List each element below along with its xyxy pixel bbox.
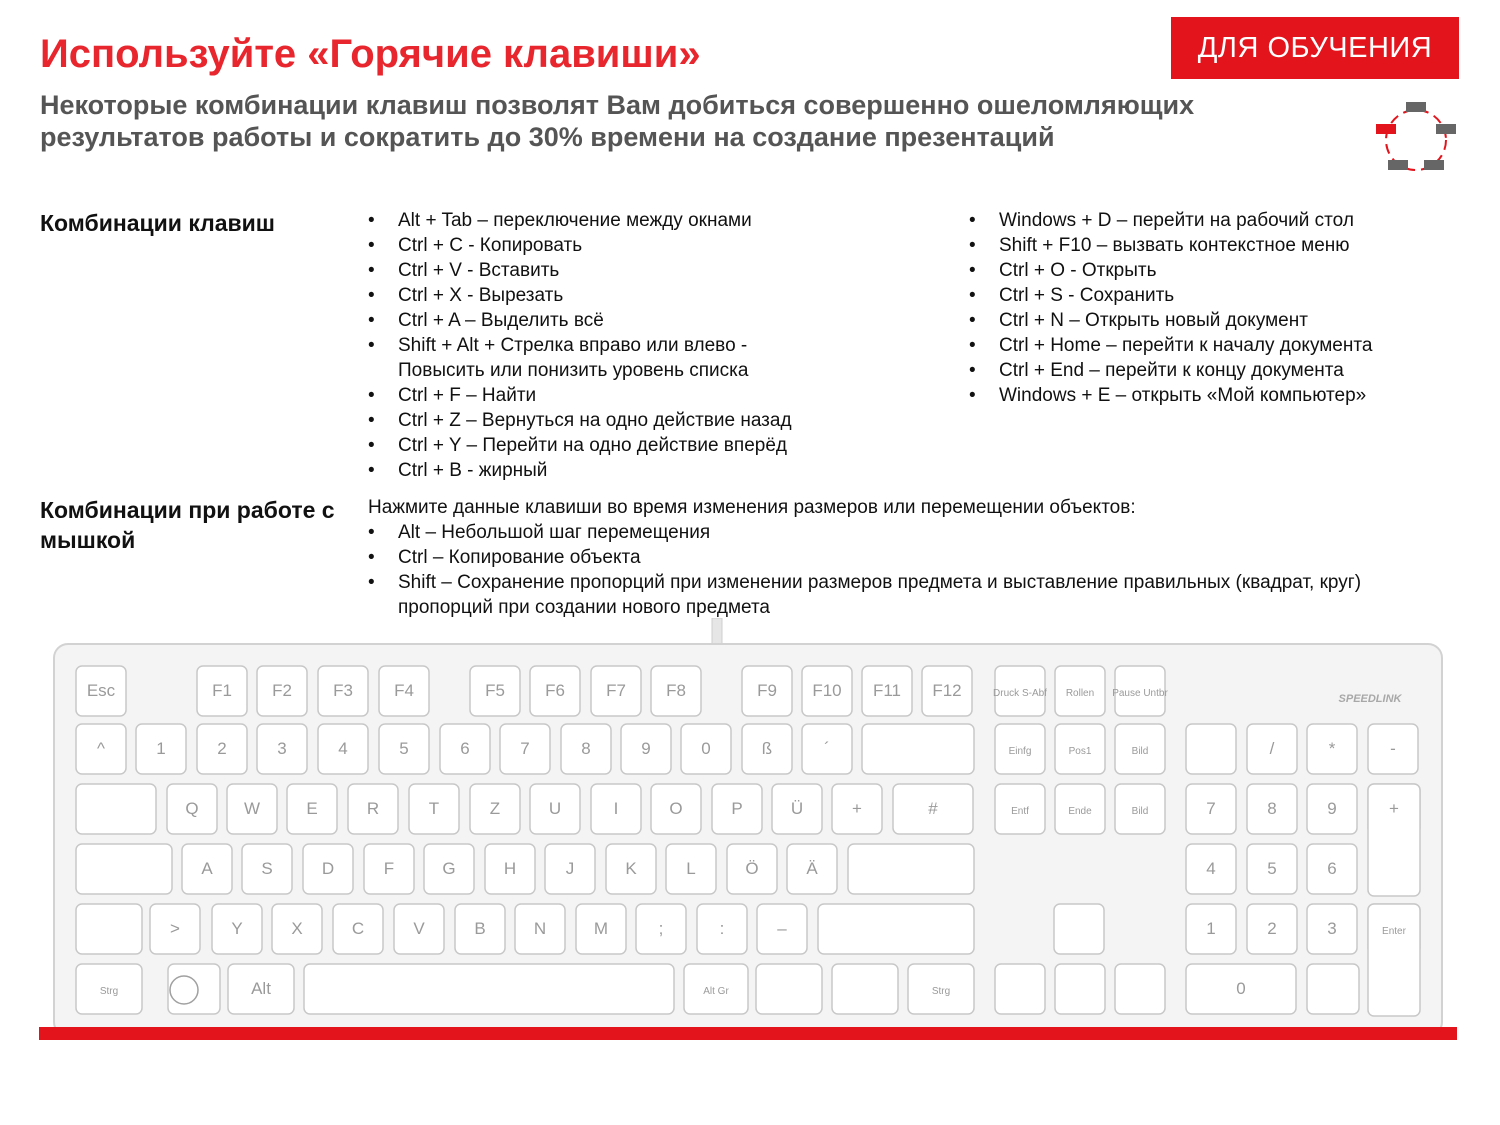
- keyboard-key-label: P: [731, 799, 743, 818]
- keyboard-key-label: 8: [581, 739, 591, 758]
- keyboard-key-label: C: [351, 919, 365, 938]
- shortcuts-list-right: [969, 208, 1449, 408]
- keyboard-key-label: >: [170, 919, 180, 938]
- keyboard-key-label: /: [1269, 739, 1275, 758]
- keyboard-key-label: J: [565, 859, 575, 878]
- keyboard-key-label: Entf: [1011, 806, 1029, 817]
- keyboard-key-label: A: [201, 859, 213, 878]
- keyboard-key-label: F12: [932, 681, 962, 700]
- keyboard-key: [304, 964, 674, 1014]
- keyboard-key-label: V: [413, 919, 425, 938]
- keyboard-key-label: Ö: [745, 859, 759, 878]
- keyboard-key-label: S: [261, 859, 273, 878]
- keyboard-key-label: 7: [1206, 799, 1216, 818]
- keyboard-key: [995, 964, 1045, 1014]
- keyboard-key-label: ;: [658, 919, 664, 938]
- keyboard-key-label: Rollen: [1065, 688, 1095, 699]
- keyboard-key: [1368, 904, 1420, 1016]
- keyboard-key-label: L: [686, 859, 696, 878]
- keyboard-key-label: M: [593, 919, 609, 938]
- keyboard-key-label: #: [928, 799, 938, 818]
- keyboard-key-label: F4: [394, 681, 414, 700]
- keyboard-key-label: 4: [1206, 859, 1216, 878]
- keyboard-key: [818, 904, 974, 954]
- keyboard-key-label: 7: [520, 739, 530, 758]
- shortcut-item: • Ctrl + N – Открыть новый документ: [969, 308, 1449, 333]
- keyboard-key-label: Pos1: [1068, 746, 1092, 757]
- keyboard-key-label: Ende: [1068, 806, 1092, 817]
- keyboard-key-label: E: [306, 799, 318, 818]
- keyboard-key-label: X: [291, 919, 303, 938]
- page-title: Используйте «Горячие клавиши»: [40, 32, 701, 76]
- shortcut-item: • Alt + Tab – переключение между окнами: [368, 208, 838, 233]
- shortcuts-list-left: [368, 208, 838, 483]
- keyboard-key: [1054, 904, 1104, 954]
- keyboard-key-label: 6: [460, 739, 470, 758]
- keyboard-key-label: G: [442, 859, 456, 878]
- shortcut-item: • Ctrl + O - Открыть: [969, 258, 1449, 283]
- keyboard-key-label: Alt: [251, 979, 271, 998]
- shortcut-item: • Ctrl + Home – перейти к началу документа: [969, 333, 1449, 358]
- bottom-accent-bar: [39, 1027, 1457, 1040]
- keyboard-key-label: 1: [156, 739, 166, 758]
- keyboard-key-label: F1: [212, 681, 232, 700]
- keyboard-key-label: :: [719, 919, 725, 938]
- keyboard-key-label: Bild: [1131, 746, 1149, 757]
- keyboard-key-label: 3: [277, 739, 287, 758]
- keyboard-key-label: 3: [1327, 919, 1337, 938]
- keyboard-key-label: T: [428, 799, 440, 818]
- keyboard-key-label: ß: [761, 739, 773, 758]
- keyboard-key-label: *: [1328, 739, 1336, 758]
- keyboard-key-label: D: [321, 859, 335, 878]
- page-subtitle: Некоторые комбинации клавиш позволят Вам добиться совершенно ошеломляющих результатов работы и сократить до 30% времени на создание презентаций: [40, 90, 1195, 152]
- shortcut-item: • Windows + D – перейти на рабочий стол: [969, 208, 1449, 233]
- shortcut-item: • Ctrl + Z – Вернуться на одно действие назад: [368, 408, 838, 433]
- shortcut-item: • Ctrl + X - Вырезать: [368, 283, 838, 308]
- keyboard-key-label: Druck S-Abf: [993, 688, 1047, 699]
- mouse-intro: Нажмите данные клавиши во время изменения размеров или перемещении объектов:: [368, 497, 1136, 518]
- keyboard-key-label: Y: [231, 919, 243, 938]
- keyboard-key: [76, 904, 142, 954]
- keyboard-key-label: Strg: [99, 986, 119, 997]
- keyboard-key: [76, 784, 156, 834]
- shortcut-item: • Windows + E – открыть «Мой компьютер»: [969, 383, 1449, 408]
- keyboard-key-label: Bild: [1131, 806, 1149, 817]
- keyboard-key-label: F6: [545, 681, 565, 700]
- keyboard-key-label: 8: [1267, 799, 1277, 818]
- keyboard-key-label: F5: [485, 681, 505, 700]
- cycle-logo-icon: [1372, 98, 1460, 178]
- keyboard-key-label: 9: [1327, 799, 1337, 818]
- keyboard-key: [832, 964, 898, 1014]
- keyboard-key: [1186, 724, 1236, 774]
- shortcut-item: • Ctrl + V - Вставить: [368, 258, 838, 283]
- keyboard-key-label: 0: [1236, 979, 1246, 998]
- keyboard-key-label: F11: [872, 681, 902, 700]
- shortcut-item: • Ctrl + F – Найти: [368, 383, 838, 408]
- keyboard-key-label: Z: [489, 799, 501, 818]
- keyboard-key-label: 9: [641, 739, 651, 758]
- keyboard-key-label: 6: [1327, 859, 1337, 878]
- keyboard-key-label: U: [548, 799, 562, 818]
- shortcut-item: • Ctrl + A – Выделить всё: [368, 308, 838, 333]
- keyboard-key-label: +: [852, 799, 862, 818]
- shortcut-item: • Shift + Alt + Стрелка вправо или влево - Повысить или понизить уровень списка: [368, 333, 838, 383]
- keyboard-key-label: Enter: [1382, 926, 1406, 937]
- keyboard-key-label: ´: [824, 739, 830, 758]
- keyboard-key-label: –: [777, 919, 787, 938]
- keyboard-key: [848, 844, 974, 894]
- keyboard-key-label: H: [503, 859, 517, 878]
- keyboard-key: [168, 964, 220, 1014]
- keyboard-key: [1115, 964, 1165, 1014]
- shortcut-item: • Shift + F10 – вызвать контекстное меню: [969, 233, 1449, 258]
- keyboard-key-label: ^: [97, 739, 105, 758]
- keyboard-key-label: F9: [757, 681, 777, 700]
- mouse-shortcut-item: • Ctrl – Копирование объекта: [368, 545, 1418, 570]
- training-badge: ДЛЯ ОБУЧЕНИЯ: [1171, 17, 1459, 79]
- shortcut-item: • Ctrl + Y – Перейти на одно действие вперёд: [368, 433, 838, 458]
- keyboard-key-label: F: [383, 859, 395, 878]
- keyboard-brand: SPEEDLINK: [1338, 693, 1402, 705]
- keyboard-key-label: -: [1390, 739, 1396, 758]
- keyboard-key-label: 1: [1206, 919, 1216, 938]
- keyboard-key-label: Ü: [790, 799, 804, 818]
- keyboard-key-label: N: [533, 919, 547, 938]
- keyboard-key-label: F7: [606, 681, 626, 700]
- keyboard-key-label: 4: [338, 739, 348, 758]
- keyboard-key-label: R: [366, 799, 380, 818]
- keyboard-key-label: Alt Gr: [703, 986, 729, 997]
- shortcut-item: • Ctrl + C - Копировать: [368, 233, 838, 258]
- keyboard-key-label: B: [474, 919, 486, 938]
- keyboard-key-label: 2: [217, 739, 227, 758]
- keyboard-key: [76, 844, 172, 894]
- keyboard-key-label: I: [613, 799, 619, 818]
- keyboard-key: [1307, 964, 1359, 1014]
- keyboard-key-label: +: [1389, 799, 1399, 818]
- keyboard-key-label: F10: [812, 681, 842, 700]
- keyboard-key-label: Pause Untbr: [1112, 688, 1168, 699]
- shortcuts-label: Комбинации клавиш: [40, 210, 275, 236]
- keyboard-key-label: 5: [1267, 859, 1277, 878]
- keyboard-key: [756, 964, 822, 1014]
- shortcut-item: • Ctrl + B - жирный: [368, 458, 838, 483]
- mouse-shortcut-item: • Alt – Небольшой шаг перемещения: [368, 520, 1418, 545]
- keyboard-image: [40, 618, 1460, 1038]
- keyboard-key-label: F8: [666, 681, 686, 700]
- shortcut-item: • Ctrl + S - Сохранить: [969, 283, 1449, 308]
- mouse-label: Комбинации при работе с мышкой: [40, 497, 335, 553]
- keyboard-key-label: Ä: [806, 859, 818, 878]
- keyboard-key-label: K: [625, 859, 637, 878]
- mouse-list: [368, 520, 1418, 620]
- keyboard-key-label: F3: [333, 681, 353, 700]
- keyboard-key: [862, 724, 974, 774]
- keyboard-key-label: O: [669, 799, 683, 818]
- keyboard-key-label: 2: [1267, 919, 1277, 938]
- keyboard-key-label: F2: [272, 681, 292, 700]
- keyboard-key-label: 0: [701, 739, 711, 758]
- mouse-shortcut-item: • Shift – Сохранение пропорций при изменении размеров предмета и выставление правильных (квадрат, круг) пропорций при создании нового предмета: [368, 570, 1418, 620]
- keyboard-key-label: Strg: [931, 986, 951, 997]
- keyboard-key-label: Esc: [86, 681, 116, 700]
- keyboard-key: [1055, 964, 1105, 1014]
- keyboard-key-label: Q: [185, 799, 199, 818]
- shortcut-item: • Ctrl + End – перейти к концу документа: [969, 358, 1449, 383]
- keyboard-key-label: W: [243, 799, 261, 818]
- keyboard-key-label: 5: [399, 739, 409, 758]
- keyboard-key-label: Einfg: [1008, 746, 1032, 757]
